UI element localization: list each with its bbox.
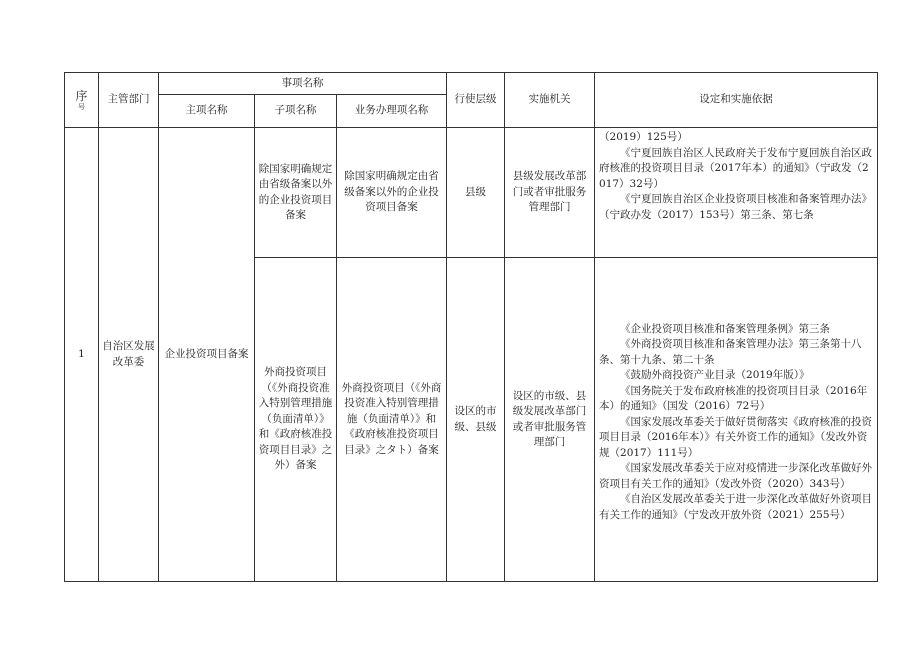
header-item-name: 事项名称 — [159, 73, 447, 95]
header-business: 业务办理项名称 — [337, 95, 447, 128]
basis-line: 《国家发展改革委关于应对疫情进一步深化改革做好外资项目有关工作的通知》（发改外资（2020）343号） — [599, 462, 873, 490]
agency-cell: 设区的市级、县级发展改革部门或者审批服务管理部门 — [505, 258, 595, 582]
basis-line: 《宁夏回族自治区人民政府关于发布宁夏回族自治区政府核准的投资项目目录（2017年本）的通知》（宁政发（2017）32号） — [599, 146, 873, 190]
header-level: 行使层级 — [447, 73, 505, 128]
sub-item-cell: 除国家明确规定由省级备案以外的企业投资项目备案 — [255, 128, 337, 258]
basis-line: （2019）125号） — [599, 131, 688, 143]
basis-cell — [595, 258, 878, 582]
header-seq: 序 号 — [65, 73, 99, 128]
basis-line: 《国务院关于发布政府核准的投资项目目录（2016年本）的通知》（国发（2016）72号） — [599, 384, 868, 413]
dept-cell: 自治区发展改革委 — [99, 128, 159, 582]
level-cell: 设区的市级、县级 — [447, 258, 505, 582]
header-basis: 设定和实施依据 — [595, 73, 878, 128]
header-dept: 主管部门 — [99, 73, 159, 128]
header-sub-item: 子项名称 — [255, 95, 337, 128]
basis-line: 《外商投资项目核准和备案管理办法》第三条第十八条、第十九条、第二十条 — [599, 338, 862, 366]
basis-line: 《鼓励外商投资产业目录（2019年版）》 — [620, 369, 810, 382]
basis-cell — [595, 128, 878, 258]
table-row — [65, 128, 878, 258]
basis-line: 《宁夏回族自治区企业投资项目核准和备案管理办法》（宁政办发（2017）153号）第三条、第七条 — [599, 193, 873, 221]
header-agency: 实施机关 — [505, 73, 595, 128]
agency-cell: 县级发展改革部门或者审批服务管理部门 — [505, 128, 595, 258]
main-item-cell: 企业投资项目备案 — [159, 128, 255, 582]
sub-item-cell: 外商投资项目（《外商投资准入特别管理措施（负面清单）》和《政府核准投资项目目录》之外）备案 — [255, 258, 337, 582]
business-cell: 除国家明确规定由省级备案以外的企业投资项目备案 — [337, 128, 447, 258]
basis-line: 《自治区发展改革委关于进一步深化改革做好外资项目有关工作的通知》（宁发改开放外资（2021）255号） — [599, 493, 873, 521]
level-cell: 县级 — [447, 128, 505, 258]
permission-table — [64, 72, 878, 582]
header-main-item: 主项名称 — [159, 95, 255, 128]
seq-cell: 1 — [65, 128, 99, 582]
basis-line: 《国家发展改革委关于做好贯彻落实《政府核准的投资项目目录（2016年本）》有关外资工作的通知》（发改外资规（2017）111号） — [599, 415, 873, 459]
business-cell: 外商投资项目（《外商投资准入特别管理措施（负面清单）》和《政府核准投资项目目录》之タト）备案 — [337, 258, 447, 582]
basis-line: 《企业投资项目核准和备案管理条例》第三条 — [620, 322, 831, 335]
